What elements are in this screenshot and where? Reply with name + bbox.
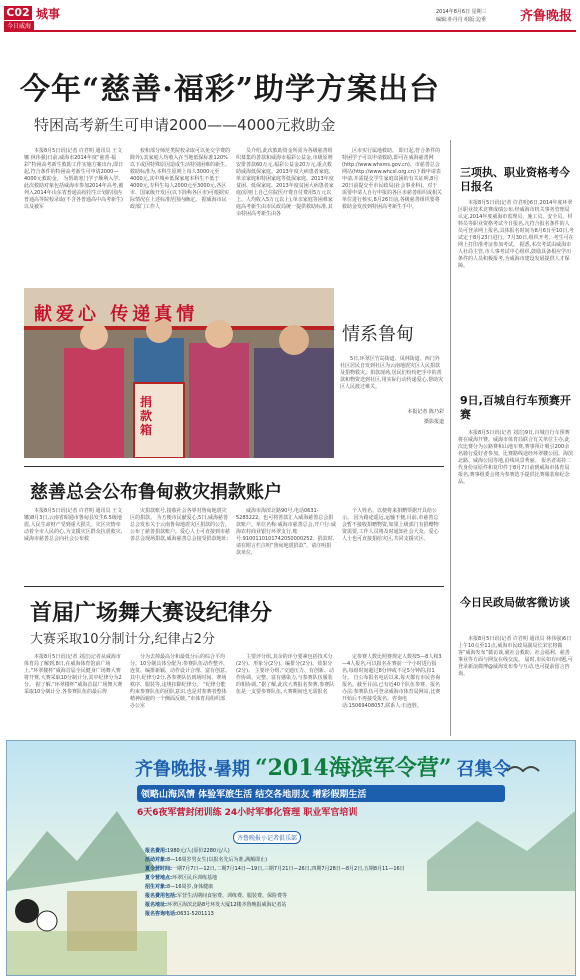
ad-title-part3: 召集令	[456, 759, 511, 780]
photo-banner-text: 献爱心 传递真情	[34, 304, 199, 325]
story3-col-1: 本报8月5日讯(记者 刘洁)记者从威海市体育局了解到,8日,在威海体育馆前广场上,“环翠楼杯”威海首届全民健身广场舞大赛将开赛,大赛采取10分制计分,其中纪律分为2分。 据了解,“环翠楼杯”威海首届广场舞大赛采取10分制计分,各参赛队伍的最后得	[24, 654, 123, 695]
ad-line: 活动对象:8—16周岁男女生(以报名先后为准,满额即止)	[145, 857, 268, 863]
donation-box-label: 捐款箱	[140, 395, 153, 437]
story3-top-rule	[24, 586, 444, 587]
lead-subhead: 特困高考新生可申请2000——4000元救助金	[34, 116, 336, 134]
lead-col-1: 本报8月5日讯(记者 许君明 通讯员 王文娜 林伟强)日前,威海市2014年度“慈善·福彩”特困高考新生救助工作实施方案出台,即日起,符合条件的特困高考新生可申请2000—4000元救助金。 为帮助寒门学子顺利入学,此次救助对象包括威海市参加2014年高考,被列入2014年山东省普通高校招生计划的国内普通高等院校录取(不含各普通高中高考新生)以及被军	[24, 148, 124, 210]
story2-top-rule	[24, 466, 444, 467]
paper-logo: 齐鲁晚报	[520, 9, 573, 24]
photo-byline-2: 摄影报道	[423, 419, 444, 425]
section-title: 城事	[36, 7, 61, 21]
ad-slogan-1: 领略山海风情 体验军旅生活 结交各地朋友 增彩假期生活	[137, 785, 505, 802]
subsection-label: 今日威海	[4, 21, 34, 30]
sidebar-divider	[450, 140, 451, 736]
ad-line: 报名咨询电话:0631-5201113	[145, 911, 214, 917]
story2-col-3: 威海市海滨北路90号,电话0631-5283222。也可将善款汇入威海慈善总会捐款账户。单位名称:威海市慈善总会,开户行:威海农村商业银行环翠支行,账号:9100110101742050000252。捐款时,请在附言栏注明“鲁甸地震捐款”。请注明捐款单位,	[236, 508, 336, 556]
sidebar-body-3: 本报8月5日讯(记者 许君明 通讯员 林伟强)6日上午10点至11点,威海市民政局副局长宋宏将做客“威海发布”微访谈,就社会救助、社会福利、慈善事业等方面与网友在线交流。 届时,市民如有问题,可登录新浪微博@威海发布参与互动,也可提前留言咨询。	[458, 636, 573, 677]
photo-byline-1: 本报记者 陈乃彩	[407, 409, 444, 415]
ad-line: 报名费用包括:军营生活期间食宿费、训练费、服装费、保险费等	[145, 893, 288, 899]
story2-col-4: 个人姓名。以便将来捐赠票据开具给公示。 因为路途遥远,运输不便,目前,市慈善总会暂不接收捐赠物资,如果上级部门有捐赠物资需要,工作人员将及时通知社会大众。爱心人士也可直接捐给灾区,共同支援灾区。	[342, 508, 439, 542]
story3-col-3: 主要评分组,其余的评分要素包括技术分(2分)、形象分(2分)、编排分(2分)、效果分(2分)。 主要评分组,“交通压力、有创新、动作协调、完整、富有感染力,与参赛队伍服装的相协调。”据了解,此次大赛报名参赛,参赛队伍是一支要参赛队伍,大赛期间也无需报名	[236, 654, 335, 695]
page-code-badge: C02	[4, 6, 32, 20]
sidebar-title-1: 三项执、职业资格考今日报名	[460, 166, 570, 193]
story2-col-1: 本报8月5日讯(记者 许君明 通讯员 王文娜)8月3日,云南省昭通市鲁甸县发生6.5级地震,人民生命财产受到重大损失。灾区灾情牵动着全市人民的心,为支援灾区群众抗震救灾,威海市慈善总会向社会公布救	[24, 508, 123, 542]
lead-headline: 今年“慈善·福彩”助学方案出台	[20, 72, 440, 107]
sidebar-body-2: 本报8月5日讯(记者 刘洁)9日,百城自行车预赛将在威海开赛。威海市体育局联合有关单位主办,此次比赛分为公路赛和山地车赛,赛事预计吸引200余名骑行爱好者参加。比赛路线途经环翠楼公园、海滨北路、威海公园等地,沿线风景秀丽。 报名者需持二代身份证原件和复印件于8月7日前到威海市体育局报名,赛事组委会将为参赛选手提供比赛服装和纪念品。	[458, 430, 574, 485]
lead-col-4: 区市实行属地救助。 即日起,符合条件的特困学子可以申请救助,即可在威海慈善网(http://www.whsms.gov.cn)、市慈善总会网站(http://www.whcsl.org.cn)下载申请表申请,并需提交学生家庭贫困的有关证明,8月20日前提交至市民政局(社会事业科)。对于需要申请人自行申报的各区市慈善组织或相关单位进行核实,8月26日前,各级慈善组织要将救助金发放到特困高考新生手中。	[342, 148, 443, 210]
lead-col-2: 校和部分师范类院校录取可以免交学费的除外),其家庭人均收入在当地低保标准120%以下或因特殊原因造成生活特别困难的新生。救助标准为,本科生原则上每人3000元至4000元,其中城乡低保家庭本科生不低于4000元,专科生每人2000元至3000元,各区市、国家级开发区(以下简称各区市)可根据实际情况在上述标准范围内确定。 据威海市民政部门工作人	[130, 148, 231, 210]
ad-line: 夏令营时间:一期7月7日—12日,二期7月14日—19日,三期7月21日—26日,四期7月28日—8月2日,五期8月11—16日	[145, 866, 405, 872]
ad-club-logo: 齐鲁晚报小记者俱乐部	[233, 831, 301, 844]
sidebar-title-2: 9日,百城自行车预赛开赛	[460, 394, 571, 421]
ad-line: 夏令营地点:环翠区民兵训练基地	[145, 875, 218, 881]
ad-line: 报名地址:环翠区海滨北路8号环发大厦12楼齐鲁晚报威海记者站	[145, 902, 287, 908]
story2-headline: 慈善总会公布鲁甸救灾捐款账户	[30, 482, 282, 503]
story3-headline: 首届广场舞大赛设纪律分	[30, 600, 273, 626]
sidebar-title-3: 今日民政局做客微访谈	[460, 596, 570, 609]
story2-col-2: 灾捐款账号,接收社会各界对鲁甸地震灾区的捐款。 为方便市民献爱心,5日,威海慈善总会发布关于云南鲁甸地震灾区捐款的公告,公布了慈善捐款账户。爱心人士可直接到市慈善总会现场捐款,威海慈善总会接受捐款地址:	[130, 508, 231, 542]
date-line: 2014年8月6日 星期三	[436, 9, 487, 15]
ad-slogan-2: 6天6夜军营封闭训练 24小时军事化管理 职业军官培训	[137, 808, 358, 818]
header-rule	[4, 30, 576, 32]
story3-subhead: 大赛采取10分制计分,纪律占2分	[30, 632, 215, 647]
ad-title-part1: 齐鲁晚报·暑期	[135, 759, 250, 780]
ad-details	[145, 847, 565, 919]
photo-caption: 5日,环翠区竹岛街道、凤林街道、西门外社区居民自发到社区为云南地震灾区人民捐款及捐物救灾。捐款现场,居民们纷纷把手中的善款和物资送到社区,用实际行动传递爱心,帮助灾区人民渡过难关。	[340, 356, 444, 390]
story3-col-2: 分为去掉最高分和最低分后的综合平均分。10分制具体分配为:参赛队伍动作整齐、连贯、编排新颖、动作设计合理、富有创意。其中,纪律分2分,各参赛队伍到场时间、赛场秩序、服装等,违规扣除纪律分。 “纪律分能约束参赛队伍的团队意识,也是对参赛者整体精神面貌的一个侧面反映。”市体育局组织部办公室	[130, 654, 231, 709]
story3-col-4: 定参赛人数比照赛规定人数按5—8人和3—4人报名,可以报名在赛前一个小时进行报名,每组时间超过8分钟或不足5分钟的,扣1分。 自公布报名电话以来,每天都有市民咨询报名。截至目前,已有近40个队伍参赛。报名办法:参赛队伍可登录威海市体育局网站,比赛开始后不再接受报名。咨询电话:15069408057,联系人:石连胜。	[342, 654, 442, 709]
lead-col-3: 员介绍,此次救助资金所需为各级慈善组织募集的善款和威海市福彩公益金,市级原则安排善款60万元,福彩公益金20万元,重点救助威海低保家庭。2013年度大病患者家庭、单亲家庭和特困家庭等低保家庭。2013年度贫困、低保家庭、2013年度贫困大病患者家庭(原则上自己住院医疗费自付费用5万元以上、人均收入5万元以上),单亲家庭等困难家庭高考新生由市民政局统一提供救助标准,其余特困高考新生由各	[236, 148, 334, 217]
sidebar-body-1: 本报8月5日讯(记者 许君明)6日,2014年度环翠区职业技术竞赛成绩公布,经威海市机关事务管理局认定,2014年度威海市监理员、施工员、安全员、材料员等职业资格考试今日报名,凡符合报名条件的人员可登录网上报名,具体报名时间为8月6日至10日,考试定于8月23日进行。7月30日,组织开考。考生可在网上打印准考证参加考试。 据悉,本次考试由威海市人社局主管,市人事考试中心组织,鼓励具备相应学历条件的人员积极报考,为威海市建设发展提供人才保障。	[458, 200, 574, 269]
camp-advertisement	[6, 740, 576, 976]
ad-title-part2: “2014海滨军令营”	[254, 755, 452, 781]
ad-line: 报名费用:1980元/人(原价2280元/人)	[145, 848, 230, 854]
ad-line: 招生对象:8—16周岁,身体健康	[145, 884, 214, 890]
photo-caption-title: 情系鲁甸	[342, 324, 414, 345]
editor-line: 编辑:朴丹丹 组版:边垂	[436, 17, 486, 23]
